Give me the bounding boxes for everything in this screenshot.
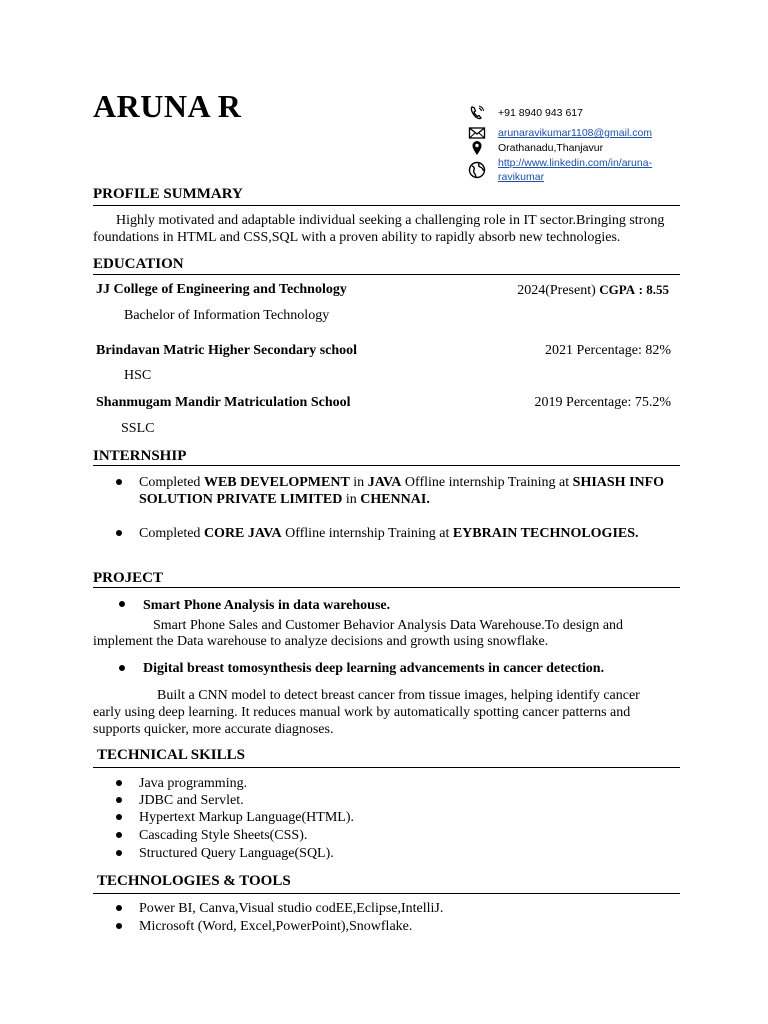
section-heading-skills: TECHNICAL SKILLS [97,747,245,763]
education-year-score [517,281,669,299]
section-heading-project: PROJECT [93,570,164,586]
email-link[interactable]: arunaravikumar1108@gmail.com [498,127,653,139]
linkedin-link-line2[interactable]: ravikumar [498,171,545,183]
phone-number: +91 8940 943 617 [498,107,583,119]
education-institution: JJ College of Engineering and Technology [96,282,347,297]
education-detail: 2021 Percentage: 82% [545,343,671,358]
location-text: Orathanadu,Thanjavur [498,142,604,154]
globe-icon [468,161,486,179]
education-score: : 8.55 [638,282,669,297]
candidate-name: ARUNA R [93,88,242,124]
contact-location [468,140,603,156]
education-institution: Brindavan Matric Higher Secondary school [96,343,358,358]
section-divider [93,587,680,588]
text: Offline internship Training at [401,475,573,490]
internship-item-1-line-1 [139,474,664,491]
education-institution: Shanmugam Mandir Matriculation School [96,395,351,410]
bullet [116,832,122,838]
text-strong: EYBRAIN TECHNOLOGIES. [452,526,639,541]
text: in [349,475,368,490]
bullet [116,479,122,485]
location-pin-icon [468,140,486,156]
skill-item: Structured Query Language(SQL). [139,846,334,861]
profile-line-2: foundations in HTML and CSS,SQL with a proven ability to rapidly absorb new technologies. [93,230,621,245]
text-strong: WEB DEVELOPMENT [203,475,350,490]
section-divider [93,274,680,275]
contact-phone [468,105,583,121]
text-strong: CORE JAVA [203,526,282,541]
section-divider [93,893,680,894]
section-heading-education: EDUCATION [93,256,184,272]
contact-linkedin[interactable] [468,155,688,187]
bullet [116,923,122,929]
envelope-icon [468,125,486,141]
bullet [116,780,122,786]
internship-item-1-line-2 [139,491,430,508]
education-score-label: CGPA [599,282,636,297]
project-description-line: supports quicker, more accurate diagnoses. [93,722,334,737]
skill-item: Java programming. [139,776,248,791]
skill-item: Hypertext Markup Language(HTML). [139,810,354,825]
bullet [116,530,122,536]
bullet [119,665,125,671]
text-strong: SOLUTION PRIVATE LIMITED [139,492,343,507]
bullet [116,797,122,803]
contact-email[interactable] [468,125,652,141]
tool-item: Microsoft (Word, Excel,PowerPoint),Snowflake. [139,919,413,934]
text-strong: CHENNAI. [360,492,430,507]
education-detail: 2019 Percentage: 75.2% [534,395,671,410]
project-description-line: early using deep learning. It reduces manual work by automatically spotting cancer patterns and [93,705,631,720]
education-degree: SSLC [121,421,155,436]
skill-item: JDBC and Servlet. [139,793,244,808]
linkedin-link-line1[interactable]: http://www.linkedin.com/in/aruna- [498,157,653,169]
text: Completed [139,475,204,490]
phone-icon [468,105,486,121]
section-heading-internship: INTERNSHIP [93,448,187,464]
education-year: 2024(Present) [517,283,596,298]
education-degree: HSC [124,368,152,383]
project-description-line: Built a CNN model to detect breast cancer from tissue images, helping identify cancer [157,688,640,703]
internship-item-2 [139,525,639,542]
text-strong: SHIASH INFO [572,475,665,490]
section-divider [93,767,680,768]
education-degree: Bachelor of Information Technology [124,308,330,323]
text: Completed [139,526,204,541]
profile-line-1: Highly motivated and adaptable individual seeking a challenging role in IT sector.Bringing strong [116,213,665,228]
section-heading-profile: PROFILE SUMMARY [93,186,243,202]
skill-item: Cascading Style Sheets(CSS). [139,828,308,843]
text: Offline internship Training at [281,526,453,541]
text-strong: JAVA [367,475,402,490]
bullet [119,601,125,607]
project-description-line: implement the Data warehouse to analyze decisions and growth using snowflake. [93,634,549,649]
tool-item: Power BI, Canva,Visual studio codEE,Eclipse,IntelliJ. [139,901,444,916]
project-description-line: Smart Phone Sales and Customer Behavior Analysis Data Warehouse.To design and [153,618,624,633]
text: in [342,492,361,507]
section-divider [93,465,680,466]
bullet [116,905,122,911]
bullet [116,814,122,820]
project-title: Smart Phone Analysis in data warehouse. [143,598,391,613]
bullet [116,850,122,856]
section-heading-tools: TECHNOLOGIES & TOOLS [97,873,291,889]
section-divider [93,205,680,206]
project-title: Digital breast tomosynthesis deep learning advancements in cancer detection. [143,661,605,676]
